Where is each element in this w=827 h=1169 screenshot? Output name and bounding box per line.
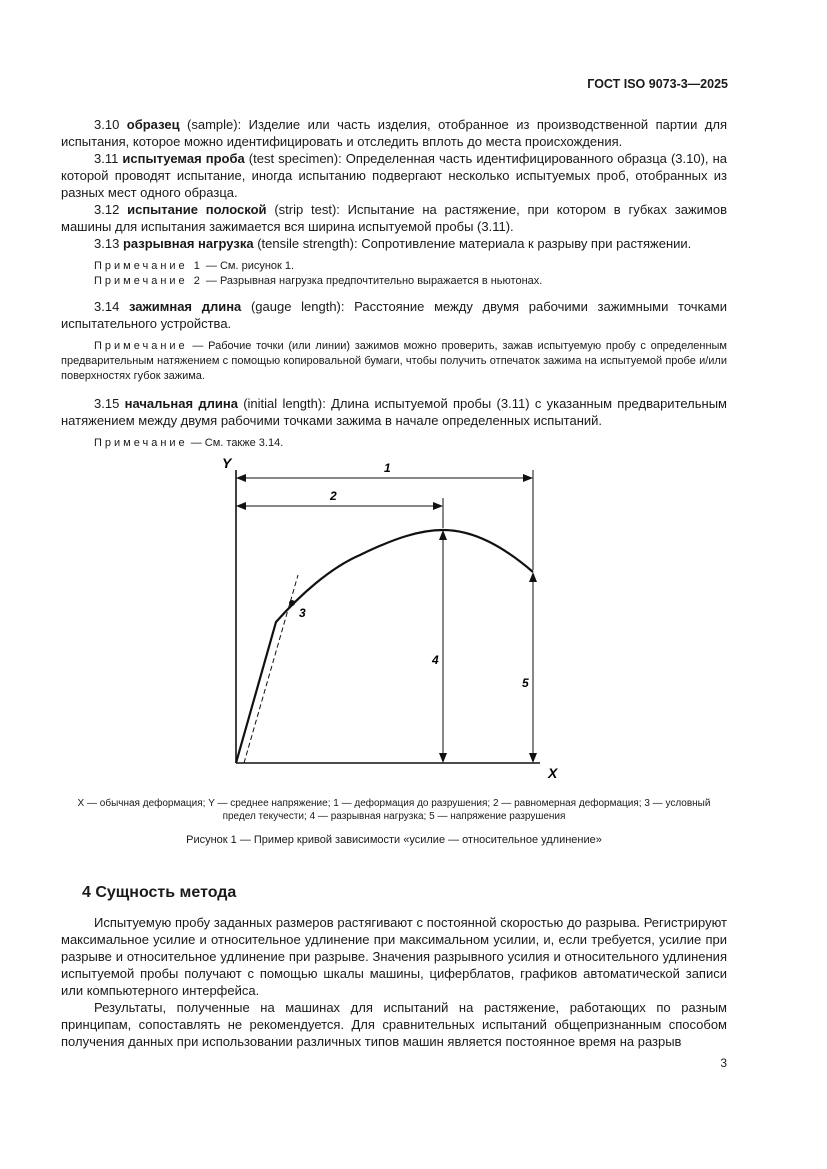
term-3-14: 3.14 зажимная длина (gauge length): Расстояние между двумя рабочими зажимными точками испытательного устройства. bbox=[61, 299, 727, 331]
note-2: Примечание 2 — Разрывная нагрузка предпочтительно выражается в ньютонах. bbox=[94, 275, 543, 287]
page-number: 3 bbox=[720, 1056, 727, 1070]
term-3-11: 3.11 испытуемая проба (test specimen): Определенная часть идентифицированного образца (3.10), на которой проводят испытание, иногда испытанию подвергают несколько испытуемых проб, отобранных из разных мест одного образца. bbox=[61, 151, 727, 200]
term-3-13: 3.13 разрывная нагрузка (tensile strength): Сопротивление материала к разрыву при растяжении. bbox=[94, 236, 692, 251]
note-3-14: Примечание — Рабочие точки (или линии) зажимов можно проверить, зажав испытуемую пробу с определенным предварительным натяжением с помощью копировальной бумаги, чтобы получить отпечаток зажима на испытуемой пробе и/или поверхностях губок зажима. bbox=[61, 340, 727, 382]
x-axis-label: X bbox=[548, 765, 558, 781]
term-3-10: 3.10 образец (sample): Изделие или часть изделия, отобранное из производственной партии для испытания, которое можно идентифицировать и отследить вплоть до места происхождения. bbox=[61, 117, 727, 149]
figure-caption: X — обычная деформация; Y — среднее напряжение; 1 — деформация до разрушения; 2 — равномерная деформация; 3 — условный предел текучести; 4 — разрывная нагрузка; 5 — напряжение разрушения bbox=[77, 798, 711, 822]
yield-point bbox=[289, 600, 295, 606]
standard-header: ГОСТ ISO 9073-3—2025 bbox=[587, 77, 728, 91]
note-3-15: Примечание — См. также 3.14. bbox=[94, 437, 284, 449]
term-3-15: 3.15 начальная длина (initial length): Длина испытуемой пробы (3.11) с указанным предварительным натяжением между двумя рабочими точками зажима в начале определенных испытаний. bbox=[61, 396, 727, 428]
label-3: 3 bbox=[299, 606, 306, 620]
y-axis-label: Y bbox=[222, 455, 232, 471]
section-4-paragraph-2: Результаты, полученные на машинах для испытаний на растяжение, работающих по разным принципам, сопоставлять не рекомендуется. Для сравнительных испытаний общепризнанным способом получения данных при использовании различных типов машин является постоянное время на разрыв bbox=[61, 1000, 727, 1049]
label-4: 4 bbox=[432, 653, 439, 667]
label-1: 1 bbox=[384, 461, 391, 475]
section-4-heading: 4 Сущность метода bbox=[82, 884, 237, 901]
note-1: Примечание 1 — См. рисунок 1. bbox=[94, 260, 295, 272]
label-5: 5 bbox=[522, 676, 529, 690]
figure-title: Рисунок 1 — Пример кривой зависимости «усилие — относительное удлинение» bbox=[186, 834, 602, 846]
section-4-paragraph-1: Испытуемую пробу заданных размеров растягивают с постоянной скоростью до разрыва. Регистрируют максимальное усилие и относительное удлинение при максимальном усилии, и, если требуется, усилие при разрыве и относительное удлинение при разрыве. Значения разрывного усилия и относительного удлинения испытуемой пробы получают с помощью шкалы машины, циферблатов, графиков автоматической записи или компьютерного интерфейса. bbox=[61, 915, 727, 998]
force-elongation-curve bbox=[236, 530, 533, 763]
label-2: 2 bbox=[330, 489, 337, 503]
term-3-12: 3.12 испытание полоской (strip test): Испытание на растяжение, при котором в губках зажимов машины для испытания зажимается вся ширина испытуемой пробы (3.11). bbox=[61, 202, 727, 234]
